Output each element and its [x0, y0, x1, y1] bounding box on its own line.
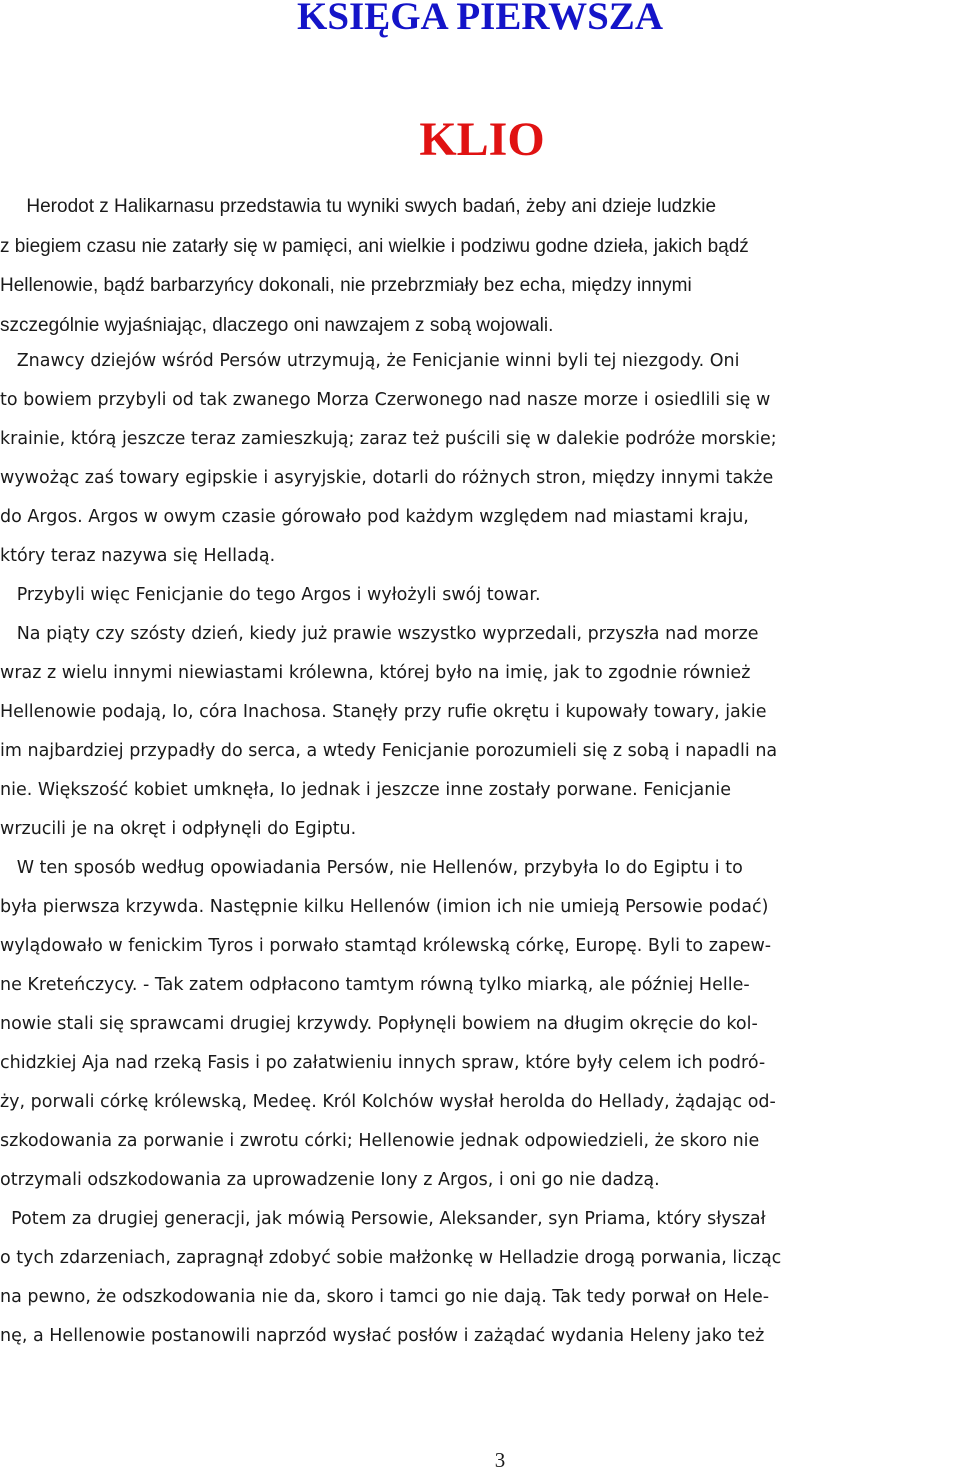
text-line: z biegiem czasu nie zatarły się w pamięci, ani wielkie i podziwu godne dzieła, jakich bądź — [0, 235, 749, 257]
text-line: Hellenowie podają, Io, córa Inachosa. Stanęły przy rufie okrętu i kupowały towary, jakie — [0, 702, 767, 722]
text-line: nę, a Hellenowie postanowili naprzód wysłać posłów i zażądać wydania Heleny jako też — [0, 1326, 765, 1346]
text-line: wylądowało w fenickim Tyros i porwało stamtąd królewską córkę, Europę. Byli to zapew- — [0, 936, 772, 956]
text-line: który teraz nazywa się Helladą. — [0, 546, 276, 566]
book-title: KSIĘGA PIERWSZA — [297, 0, 663, 38]
text-line: Przybyli więc Fenicjanie do tego Argos i wyłożyli swój towar. — [0, 585, 541, 605]
text-line: do Argos. Argos w owym czasie górowało pod każdym względem nad miastami kraju, — [0, 507, 749, 527]
text-line: krainie, którą jeszcze teraz zamieszkują; zaraz też puścili się w dalekie podróże morskie; — [0, 429, 777, 449]
text-line: wywożąc zaś towary egipskie i asyryjskie, dotarli do różnych stron, między innymi także — [0, 468, 774, 488]
text-line: W ten sposób według opowiadania Persów, nie Hellenów, przybyła Io do Egiptu i to — [0, 858, 743, 878]
text-line: wraz z wielu innymi niewiastami królewna, której było na imię, jak to zgodnie również — [0, 663, 751, 683]
text-line: nie. Większość kobiet umknęła, Io jednak i jeszcze inne zostały porwane. Fenicjanie — [0, 780, 731, 800]
text-line: Herodot z Halikarnasu przedstawia tu wyniki swych badań, żeby ani dzieje ludzkie — [0, 196, 717, 217]
text-line: ne Kreteńczycy. - Tak zatem odpłacono tamtym równą tylko miarką, ale później Helle- — [0, 975, 750, 995]
page-number: 3 — [494, 1448, 506, 1472]
text-line: ży, porwali córkę królewską, Medeę. Król Kolchów wysłał herolda do Hellady, żądając od- — [0, 1092, 776, 1112]
body-text — [0, 342, 960, 1356]
text-line: im najbardziej przypadły do serca, a wtedy Fenicjanie porozumieli się z sobą i napadli na — [0, 741, 778, 761]
chapter-title: KLIO — [419, 113, 545, 166]
text-line: szkodowania za porwanie i zwrotu córki; Hellenowie jednak odpowiedzieli, że skoro nie — [0, 1131, 760, 1151]
text-line: Na piąty czy szósty dzień, kiedy już prawie wszystko wyprzedali, przyszła nad morze — [0, 624, 759, 644]
intro-paragraph — [0, 187, 960, 345]
text-line: to bowiem przybyli od tak zwanego Morza Czerwonego nad nasze morze i osiedlili się w — [0, 390, 771, 410]
text-line: chidzkiej Aja nad rzeką Fasis i po załatwieniu innych spraw, które były celem ich podró- — [0, 1053, 766, 1073]
text-line: szczególnie wyjaśniając, dlaczego oni nawzajem z sobą wojowali. — [0, 314, 554, 336]
text-line: była pierwsza krzywda. Następnie kilku Hellenów (imion ich nie umieją Persowie podać) — [0, 897, 769, 917]
text-line: Hellenowie, bądź barbarzyńcy dokonali, nie przebrzmiały bez echa, między innymi — [0, 275, 692, 296]
text-line: otrzymali odszkodowania za uprowadzenie Iony z Argos, i oni go nie dadzą. — [0, 1170, 660, 1190]
text-line: na pewno, że odszkodowania nie da, skoro i tamci go nie dają. Tak tedy porwał on Hele- — [0, 1287, 770, 1307]
text-line: nowie stali się sprawcami drugiej krzywdy. Popłynęli bowiem na długim okręcie do kol- — [0, 1014, 758, 1034]
text-line: Potem za drugiej generacji, jak mówią Persowie, Aleksander, syn Priama, który słyszał — [0, 1209, 766, 1229]
text-line: o tych zdarzeniach, zapragnął zdobyć sobie małżonkę w Helladzie drogą porwania, licząc — [0, 1248, 782, 1268]
text-line: wrzucili je na okręt i odpłynęli do Egiptu. — [0, 819, 357, 839]
text-line: Znawcy dziejów wśród Persów utrzymują, że Fenicjanie winni byli tej niezgody. Oni — [0, 351, 740, 371]
